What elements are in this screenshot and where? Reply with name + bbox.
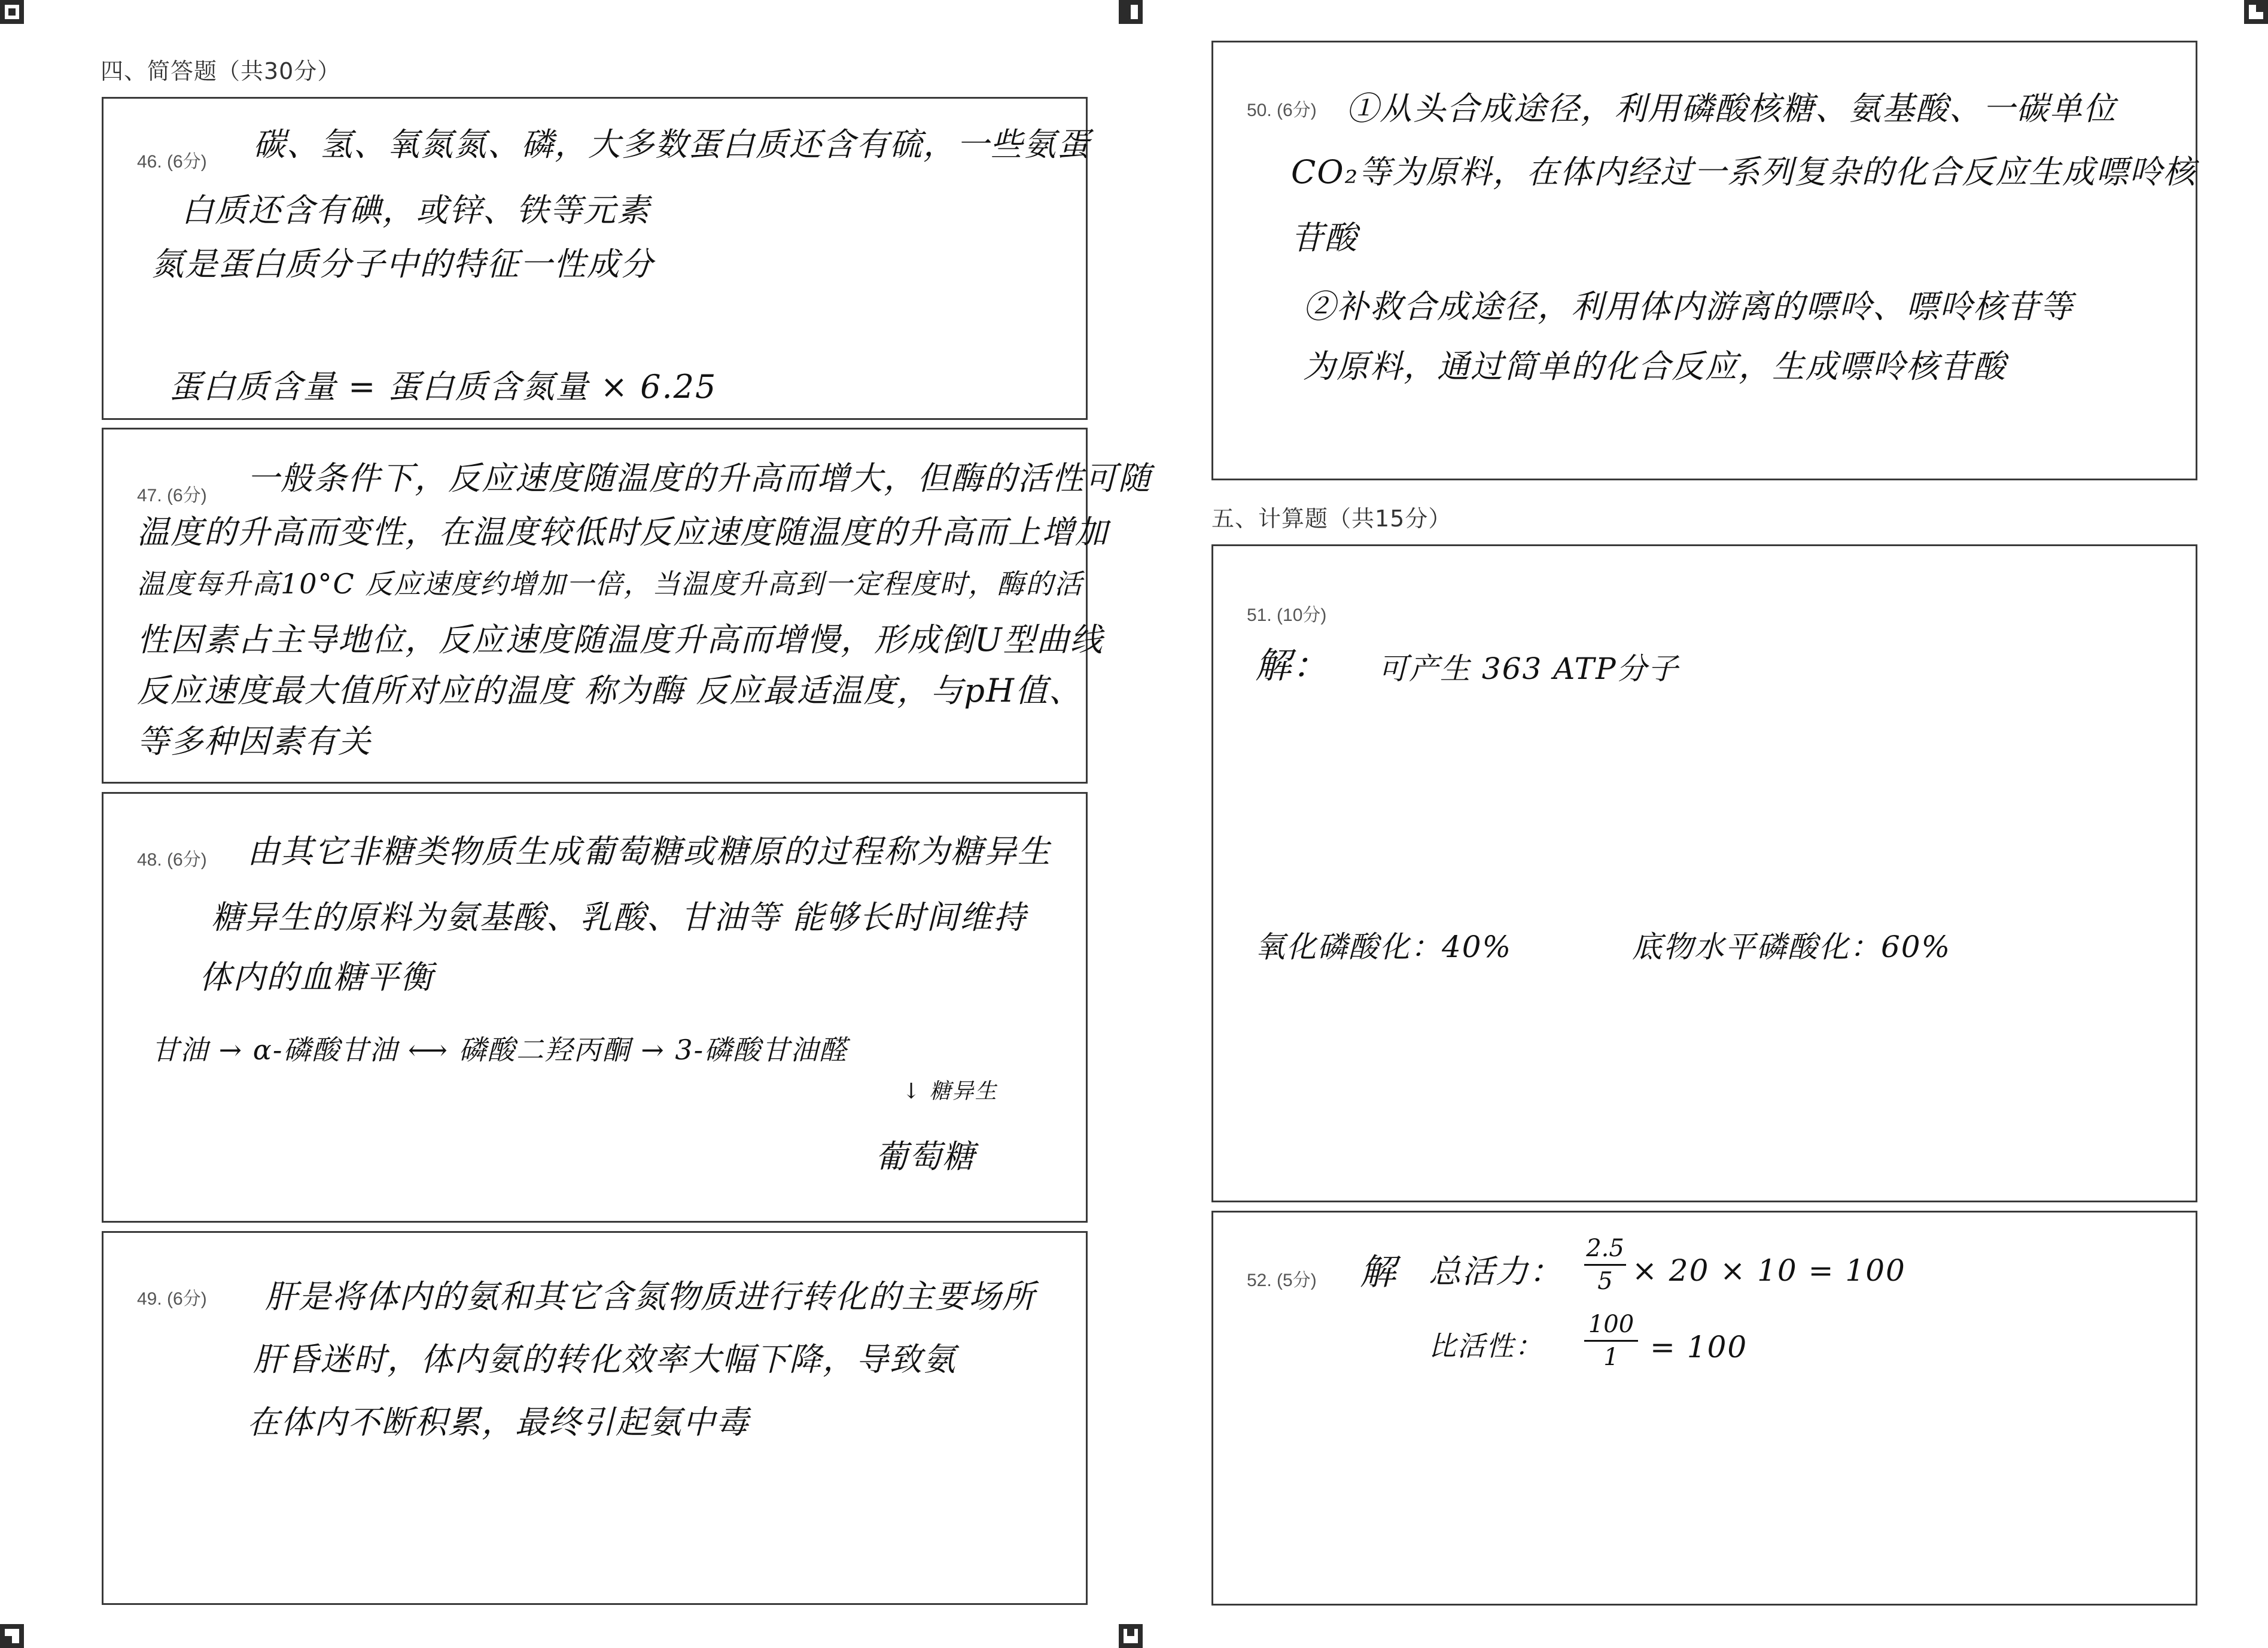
answer-prefix: 解： xyxy=(1255,645,1329,687)
handwritten-line: 氧化磷酸化：40% xyxy=(1255,930,1512,964)
total-activity-calc: × 20 × 10 = 100 xyxy=(1632,1253,1906,1288)
registration-mark-bottom-center xyxy=(1119,1624,1143,1648)
handwritten-line: 蛋白质含量 = 蛋白质含氮量 × 6.25 xyxy=(169,368,717,406)
pathway-product: 葡萄糖 xyxy=(875,1138,976,1175)
registration-mark-top-right xyxy=(2244,0,2268,24)
pathway-label: 糖异生 xyxy=(929,1079,998,1104)
section-title-short-answer: 四、简答题（共30分） xyxy=(101,58,341,84)
answer-box-q47 xyxy=(102,428,1152,784)
fraction-specific-activity xyxy=(1584,1311,1638,1370)
total-activity-label: 总活力： xyxy=(1429,1253,1563,1290)
handwritten-line: 可产生 363 ATP分子 xyxy=(1378,651,1679,686)
answer-box-q52 xyxy=(1211,1211,2197,1606)
handwritten-line: 碳、氢、氧氮氮、磷，大多数蛋白质还含有硫，一些氨蛋 xyxy=(253,126,1091,163)
section-title-calculation: 五、计算题（共15分） xyxy=(1211,505,1452,532)
answer-box-q48 xyxy=(102,792,1088,1223)
specific-activity-label: 比活性： xyxy=(1429,1330,1544,1362)
handwritten-line: 苷酸 xyxy=(1291,219,1358,257)
handwritten-line: 温度每升高10°C 反应速度约增加一倍，当温度升高到一定程度时，酶的活 xyxy=(137,568,1083,600)
registration-mark-top-center xyxy=(1119,0,1143,24)
answer-box-q46 xyxy=(102,97,1091,420)
question-number: 51. (10分) xyxy=(1247,605,1327,625)
handwritten-line: 氮是蛋白质分子中的特征一性成分 xyxy=(151,245,654,283)
question-number: 46. (6分) xyxy=(137,152,207,172)
question-number: 50. (6分) xyxy=(1247,100,1317,120)
answer-prefix: 解 xyxy=(1360,1251,1397,1293)
question-number: 52. (5分) xyxy=(1247,1271,1317,1290)
handwritten-line: 体内的血糖平衡 xyxy=(199,958,434,996)
handwritten-line: ①从头合成途径，利用磷酸核糖、氨基酸、一碳单位 xyxy=(1346,90,2117,127)
fraction-total-activity xyxy=(1584,1235,1626,1294)
question-number: 47. (6分) xyxy=(137,486,207,505)
handwritten-line: 性因素占主导地位，反应速度随温度升高而增慢，形成倒U型曲线 xyxy=(137,621,1104,659)
handwritten-line: CO₂等为原料，在体内经过一系列复杂的化合反应生成嘌呤核 xyxy=(1291,153,2197,191)
handwritten-line: 为原料，通过简单的化合反应，生成嘌呤核苷酸 xyxy=(1303,348,2007,385)
handwritten-line: 温度的升高而变性，在温度较低时反应速度随温度的升高而上增加 xyxy=(137,513,1109,551)
specific-activity-calc: = 100 xyxy=(1650,1330,1748,1364)
question-number: 49. (6分) xyxy=(137,1289,207,1309)
registration-mark-top-left xyxy=(0,0,24,24)
handwritten-line: 一般条件下，反应速度随温度的升高而增大，但酶的活性可随 xyxy=(247,459,1152,497)
handwritten-line: 在体内不断积累，最终引起氨中毒 xyxy=(247,1403,750,1441)
pathway-line: 甘油 → α-磷酸甘油 ⟷ 磷酸二羟丙酮 → 3-磷酸甘油醛 xyxy=(151,1034,848,1066)
handwritten-line: 等多种因素有关 xyxy=(137,723,372,760)
handwritten-line: 白质还含有碘，或锌、铁等元素 xyxy=(181,191,650,229)
handwritten-line: 肝是将体内的氨和其它含氮物质进行转化的主要场所 xyxy=(265,1278,1036,1315)
registration-mark-bottom-left xyxy=(0,1624,24,1648)
fraction-bar xyxy=(1584,1340,1638,1342)
fraction-bar xyxy=(1584,1264,1626,1266)
handwritten-line: ②补救合成途径，利用体内游离的嘌呤、嘌呤核苷等 xyxy=(1303,288,2074,325)
handwritten-line: 肝昏迷时，体内氨的转化效率大幅下降，导致氨 xyxy=(253,1341,957,1378)
answer-box-q51 xyxy=(1211,544,2197,1202)
fraction-numerator: 100 xyxy=(1588,1311,1634,1338)
answer-box-q49 xyxy=(102,1231,1088,1605)
handwritten-line: 由其它非糖类物质生成葡萄糖或糖原的过程称为糖异生 xyxy=(247,833,1051,870)
answer-box-q50 xyxy=(1211,41,2197,480)
handwritten-line: 底物水平磷酸化：60% xyxy=(1632,930,1952,964)
handwritten-line: 糖异生的原料为氨基酸、乳酸、甘油等 能够长时间维持 xyxy=(211,898,1027,936)
handwritten-line: 反应速度最大值所对应的温度 称为酶 反应最适温度，与pH值、 xyxy=(137,672,1082,709)
fraction-denominator: 1 xyxy=(1603,1344,1619,1371)
fraction-denominator: 5 xyxy=(1597,1268,1613,1295)
fraction-numerator: 2.5 xyxy=(1586,1235,1624,1262)
question-number: 48. (6分) xyxy=(137,850,207,870)
pathway-arrow-label: ↓ 糖异生 xyxy=(902,1079,998,1104)
